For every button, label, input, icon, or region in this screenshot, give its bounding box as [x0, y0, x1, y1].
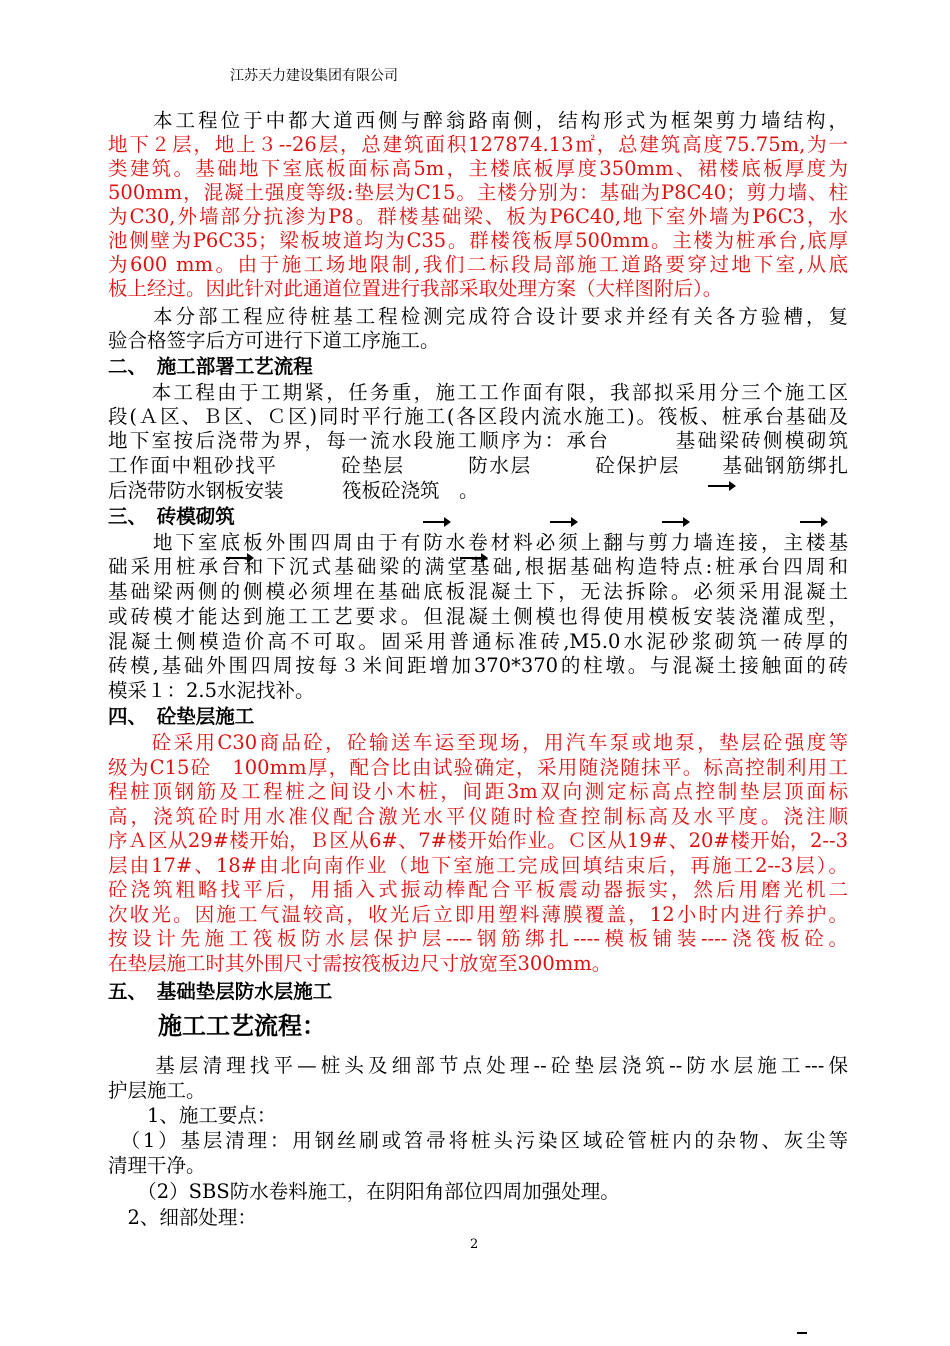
item-line-2: 清理干净。 [108, 1154, 206, 1177]
p6-line-1: 护层施工。 [108, 1079, 206, 1102]
p4-line-5: 砖模,基础外围四周按每３米间距增加370*370的柱墩。与混凝土接触面的砖 [108, 654, 848, 677]
p1-line-1: 地下２层，地上３--26层，总建筑面积127874.13㎡，总建筑高度75.75m,为一 [108, 133, 848, 156]
p5-line-4: 序Ａ区从29#楼开始，Ｂ区从6#、7#楼开始作业。Ｃ区从19#、20#楼开始，2--3 [108, 829, 848, 852]
p1-line-3: 500mm，混凝土强度等级:垫层为C15。主楼分别为：基础为P8C40；剪力墙、柱 [108, 181, 848, 204]
company-header: 江苏天力建设集团有限公司 [230, 68, 398, 84]
p3-line-1: 段(Ａ区、Ｂ区、Ｃ区)同时平行施工(各区段内流水施工)。筏板、桩承台基础及 [108, 405, 848, 428]
section-2-heading: 二、 施工部署工艺流程 [108, 355, 313, 378]
p4-line-1: 础采用桩承台和下沉式基础梁的满堂基础,根据基础构造特点:桩承台四周和 [108, 555, 848, 578]
p5-line-7: 次收光。因施工气温较高，收光后立即用塑料薄膜覆盖，12小时内进行养护。 [108, 903, 848, 926]
process-subheading: 施工工艺流程： [158, 1011, 326, 1040]
p5-line-8: 按设计先施工筏板防水层保护层----钢筋绑扎----模板铺装----浇筏板砼。 [108, 927, 848, 950]
item-line-4: 2、细部处理： [108, 1206, 257, 1229]
p5-line-3: 高，浇筑砼时用水准仪配合激光水平仪随时检查控制标高及水平度。浇注顺 [108, 805, 848, 828]
p3-line-2: 地下室按后浇带为界，每一流水段施工顺序为：承台 基础梁砖侧模砌筑 [108, 429, 848, 452]
p5-line-5: 层由17#、18#由北向南作业（地下室施工完成回填结束后，再施工2--3层）。 [108, 854, 848, 877]
p1-line-2: 类建筑。基础地下室底板面标高5m，主楼底板厚度350mm、裙楼底板厚度为 [108, 157, 848, 180]
p3-line-3: 工作面中粗砂找平 砼垫层 防水层 砼保护层 基础钢筋绑扎 [108, 454, 848, 477]
p1-line-6: 为600 mm。由于施工场地限制,我们二标段局部施工道路要穿过地下室,从底 [108, 253, 848, 276]
page-number: 2 [470, 1237, 479, 1252]
p4-line-2: 基础梁两侧的侧模必须埋在基础底板混凝土下，无法拆除。必须采用混凝土 [108, 580, 848, 603]
item-line-0: 1、施工要点： [108, 1104, 277, 1127]
item-line-3: （2）SBS防水卷料施工，在阴阳角部位四周加强处理。 [108, 1180, 620, 1203]
footer-mark [797, 1332, 807, 1334]
p6-line-0: 基层清理找平—桩头及细部节点处理--砼垫层浇筑--防水层施工---保 [108, 1054, 848, 1077]
p3-line-4: 后浇带防水钢板安装 筏板砼浇筑 。 [108, 479, 479, 502]
p5-line-6: 砼浇筑粗略找平后，用插入式振动棒配合平板震动器振实，然后用磨光机二 [108, 878, 848, 901]
p3-line-0: 本工程由于工期紧，任务重，施工工作面有限，我部拟采用分三个施工区 [108, 381, 848, 404]
item-line-1: （1）基层清理：用钢丝刷或笤帚将桩头污染区域砼管桩内的杂物、灰尘等 [108, 1129, 848, 1152]
section-4-heading: 四、 砼垫层施工 [108, 705, 255, 728]
p2-line-0: 本分部工程应待桩基工程检测完成符合设计要求并经有关各方验槽，复 [108, 305, 848, 328]
p1-line-7: 板上经过。因此针对此通道位置进行我部采取处理方案（大样图附后）。 [108, 277, 723, 300]
p4-line-3: 或砖模才能达到施工工艺要求。但混凝土侧模也得使用模板安装浇灌成型， [108, 605, 848, 628]
flow-arrow-icon [708, 485, 734, 487]
section-5-heading: 五、 基础垫层防水层施工 [108, 980, 333, 1003]
p4-line-0: 地下室底板外围四周由于有防水卷材料必须上翻与剪力墙连接，主楼基 [108, 531, 848, 554]
p2-line-1: 验合格签字后方可进行下道工序施工。 [108, 329, 440, 352]
p1-line-0: 本工程位于中都大道西侧与醉翁路南侧，结构形式为框架剪力墙结构， [108, 109, 848, 132]
p4-line-4: 混凝土侧模造价高不可取。固采用普通标准砖,M5.0水泥砂浆砌筑一砖厚的 [108, 630, 848, 653]
p5-line-2: 程桩顶钢筋及工程桩之间设小木桩，间距3m双向测定标高点控制垫层顶面标 [108, 780, 848, 803]
p5-line-9: 在垫层施工时其外围尺寸需按筏板边尺寸放宽至300mm。 [108, 952, 612, 975]
section-3-heading: 三、 砖模砌筑 [108, 505, 235, 528]
p4-line-6: 模采１：2.5水泥找补。 [108, 679, 315, 702]
p5-line-1: 级为C15砼 100mm厚，配合比由试验确定，采用随浇随抹平。标高控制利用工 [108, 756, 848, 779]
p1-line-5: 池侧壁为P6C35；梁板坡道均为C35。群楼筏板厚500mm。主楼为桩承台,底厚 [108, 229, 848, 252]
p5-line-0: 砼采用C30商品砼，砼输送车运至现场，用汽车泵或地泵，垫层砼强度等 [108, 731, 848, 754]
p1-line-4: 为C30,外墙部分抗渗为P8。群楼基础梁、板为P6C40,地下室外墙为P6C3，水 [108, 205, 848, 228]
